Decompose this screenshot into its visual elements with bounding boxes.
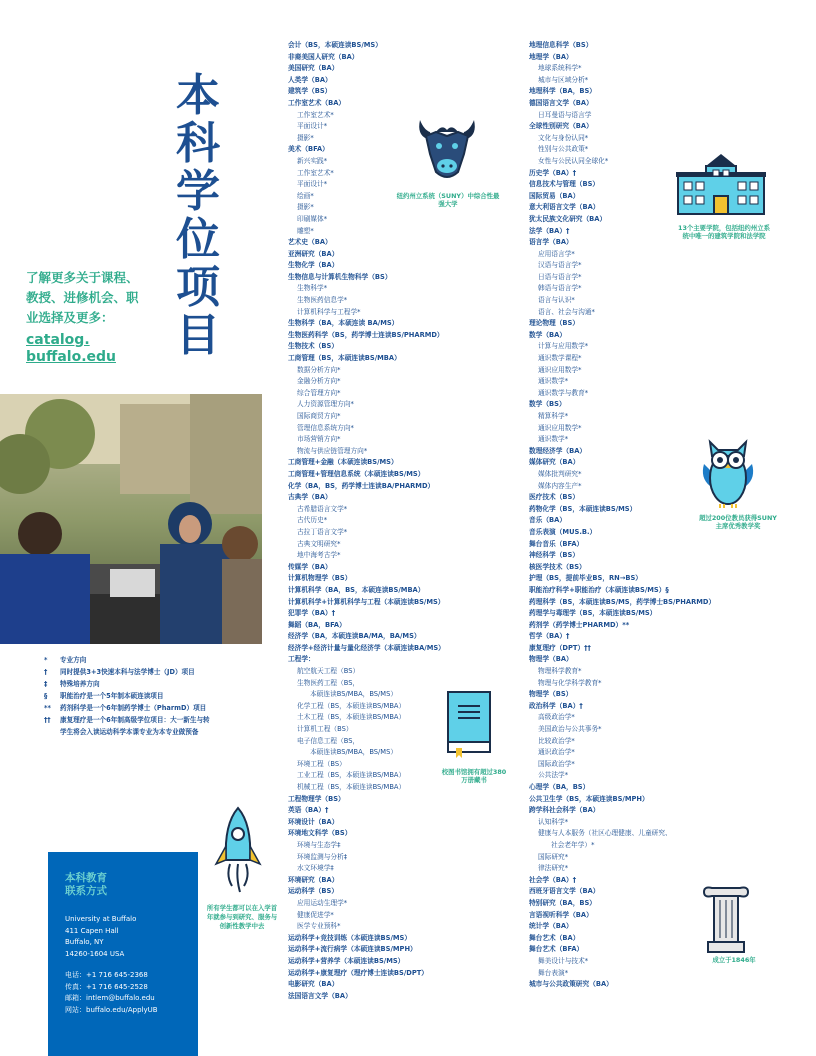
title-char: 学 [176,166,220,217]
intro-text: 了解更多关于课程、教授、进修机会、职业选择及更多： [26,270,139,325]
legend-row [44,690,254,702]
concentration-item: 工作室艺术* [297,168,334,177]
book-caption: 校图书馆拥有超过380万册藏书 [441,768,507,784]
major-item: 理论物理（BS） [529,319,580,328]
major-item: 传媒学（BA） [288,562,332,571]
catalog-link-line2: buffalo.edu [26,349,116,365]
concentration-item: 通识数学与教育* [538,388,589,397]
major-item: 美国研究（BA） [288,64,339,73]
major-item: 语言学（BA） [529,238,573,247]
concentration-item: 通识应用数学* [538,423,582,432]
major-item: 地理学（BA） [529,52,573,61]
concentration-item: 水文环境学‡ [297,864,334,873]
concentration-item: 社会老年学）* [551,840,595,849]
concentration-item: 通识数学课程* [538,354,582,363]
concentration-item: 媒体批判研究* [538,469,582,478]
major-item: 亚洲研究（BA） [288,249,339,258]
concentration-item: 城市与区域分析* [538,75,589,84]
major-item: 特别研究（BA，BS） [529,898,596,907]
major-item: 工商管理（BS，本硕连读BS/MBA） [288,354,401,363]
major-item: 运动科学+流行病学（本硕连读BS/MPH） [288,945,417,954]
email-line[interactable]: 邮箱：intlem@buffalo.edu [65,994,155,1002]
major-item: 音乐表演（MUS.B.） [529,527,597,536]
concentration-item: 语言、社会与沟通* [538,307,595,316]
concentration-item: 计算与应用数学* [538,342,589,351]
major-item: 生物医药科学（BS，药学博士连读BS/PHARMD） [288,330,444,339]
concentration-item: 健康与人本服务（社区心理健康、儿童研究、 [538,829,672,838]
concentration-item: 古希腊语言文学* [297,504,348,513]
major-item: 政治科学（BA）† [529,701,583,710]
concentration-item: 工业工程（BS，本硕连读BS/MBA） [297,771,406,780]
major-item: 环境研究（BA） [288,875,339,884]
legend-text: 学生将会入读运动科学本课专业为本专业做预备 [60,728,199,736]
major-item: 人类学（BA） [288,75,332,84]
concentration-item: 高级政治学* [538,713,575,722]
major-item: 经济学（BA，本硕连读BA/MA，BA/MS） [288,632,421,641]
concentration-item: 航空航天工程（BS） [297,667,360,676]
major-item: 工程物理学（BS） [288,794,345,803]
concentration-item: 雕塑* [297,226,314,235]
concentration-item: 平面设计* [297,180,328,189]
major-item: 地理信息科学（BS） [529,41,593,49]
major-item: 舞台音乐（BFA） [529,539,584,548]
major-item: 德国语言文学（BA） [529,98,593,107]
major-item: 舞蹈（BA，BFA） [288,620,346,629]
title-char: 目 [176,310,220,361]
concentration-item: 健康促进学* [297,910,334,919]
major-item: 工商管理+管理信息系统（本硕连读BS/MS） [288,469,425,478]
majors-column-1 [288,40,445,1002]
major-item: 言语视听科学（BA） [529,910,593,919]
major-item: 城市与公共政策研究（BA） [529,980,613,989]
building-caption: 13个主要学院，包括纽约州立系统中唯一的建筑学院和法学院 [678,224,770,240]
major-item: 神经科学（BS） [529,551,580,560]
legend-text: 同时提供3+3快速本科与法学博士（JD）项目 [60,668,195,676]
concentration-item: 汉语与语言学* [538,261,582,270]
address-line: University at Buffalo [65,915,137,923]
concentration-item: 通识政治学* [538,748,575,757]
major-item: 物理学（BA） [529,655,573,664]
legend-symbol [44,726,60,738]
concentration-item: 数据分析方向* [297,365,341,374]
legend-text: 康复理疗是一个6年制高级学位项目：大一新生与转 [60,716,210,724]
concentration-item: 认知科学* [538,817,569,826]
concentration-item: 化学工程（BS，本硕连读BS/MBA） [297,701,406,710]
legend-symbol: § [44,692,48,700]
major-item: 电影研究（BA） [288,980,339,989]
major-item: 信息技术与管理（BS） [529,180,600,189]
major-item: 环境设计（BA） [288,817,339,826]
major-item: 统计学（BA） [529,922,573,931]
concentration-item: 物理与化学科学教育* [538,678,602,687]
major-item: 数学（BA） [529,330,567,339]
rocket-icon [212,806,264,902]
major-item: 职能治疗科学+职能治疗（本硕连读BS/MS）§ [529,585,669,594]
legend-row [44,654,254,666]
title-char: 项 [176,262,220,313]
major-item: 会计（BS，本硕连读BS/MS） [288,41,382,49]
concentration-item: 媒体内容生产* [538,481,582,490]
legend-text: 职能治疗是一个5年制本硕连读项目 [60,692,164,700]
column-icon [702,886,750,954]
concentration-item: 综合管理方向* [297,388,341,397]
major-item: 计算机科学（BA，BS，本硕连读BS/MBA） [288,585,425,594]
concentration-item: 土木工程（BS，本硕连读BS/MBA） [297,713,406,722]
concentration-item: 环境与生态学‡ [297,840,341,849]
contact-heading-1: 本科教育 [65,872,107,884]
concentration-item: 国际商贸方向* [297,412,341,420]
major-item: 公共卫生学（BS，本硕连读BS/MPH） [529,794,649,803]
bull-icon [412,110,482,182]
rocket-caption: 所有学生都可以在入学首年就参与到研究、服务与创新性教学中去 [206,904,278,930]
major-item: 工程学： [288,655,315,664]
title-char: 位 [176,214,220,265]
legend-row [44,726,254,738]
concentration-item: 地中海考古学* [297,551,341,560]
major-item: 化学（BA，BS，药学博士连读BA/PHARMD） [288,481,435,490]
legend [44,654,254,738]
concentration-item: 语言与认识* [538,296,575,305]
concentration-item: 绘画* [297,191,314,200]
major-item: 物理学（BS） [529,690,573,699]
concentration-item: 物理科学教育* [538,667,582,676]
catalog-link[interactable] [26,332,116,366]
legend-row [44,678,254,690]
concentration-item: 生物医药工程（BS， [297,678,360,687]
major-item: 数学（BS） [529,400,566,409]
catalog-link-line1: catalog. [26,332,90,348]
major-item: 生物信息与计算机生物科学（BS） [288,272,392,281]
owl-icon [700,434,756,510]
concentration-item: 市场营销方向* [297,435,341,444]
concentration-item: 公共法学* [538,771,569,780]
concentration-item: 摄影* [297,203,314,212]
legend-symbol: * [44,656,48,664]
major-item: 核医学技术（BS） [529,562,586,571]
concentration-item: 金融分析方向* [297,377,341,386]
major-item: 社会学（BA）† [529,875,577,884]
major-item: 医疗技术（BS） [529,493,580,502]
concentration-item: 计算机工程（BS） [297,725,353,734]
concentration-item: 比较政治学* [538,736,575,745]
title-char: 本 [176,70,220,121]
legend-row [44,702,254,714]
contact-info [65,970,158,1016]
concentration-item: 舞台表演* [538,968,569,977]
concentration-item: 人力资源管理方向* [297,400,354,409]
fax-line: 传真：+1 716 645-2528 [65,982,148,991]
concentration-item: 环境监测与分析‡ [297,852,348,861]
major-item: 建筑学（BS） [288,87,332,96]
concentration-item: 古拉丁语言文学* [297,527,348,536]
concentration-item: 通识数学* [538,377,569,386]
concentration-item: 医学专业预科* [297,922,341,931]
contact-heading-2: 联系方式 [65,885,107,897]
major-item: 运动科学+营养学（本硕连读BS/MS） [288,956,405,965]
concentration-item: 本硕连读BS/MBA，BS/MS） [310,748,398,757]
concentration-item: 应用运动生理学* [297,898,348,907]
address-line: Buffalo, NY [65,938,104,946]
concentration-item: 环境工程（BS） [297,759,346,768]
concentration-item: 日语与语言学* [538,272,582,281]
major-item: 数理经济学（BA） [529,446,587,455]
concentration-item: 通识应用数学* [538,365,582,374]
major-item: 运动科学+竞技训练（本硕连读BS/MS） [288,933,412,942]
legend-symbol: † [44,668,48,676]
concentration-item: 舞美设计与技术* [538,956,589,965]
major-item: 生物化学（BA） [288,261,339,270]
concentration-item: 古代历史* [297,516,328,525]
concentration-item: 古典文明研究* [297,539,341,548]
concentration-item: 律法研究* [538,864,569,873]
major-item: 犹太民族文化研究（BA） [529,214,607,223]
major-item: 环境地文科学（BS） [288,829,352,838]
website-line[interactable]: 网站：buffalo.edu/ApplyUB [65,1005,158,1014]
concentration-item: 新兴实践* [297,156,328,165]
concentration-item: 生物科学* [297,284,328,293]
major-item: 哲学（BA）† [529,632,570,641]
concentration-item: 物流与供应链管理方向* [297,446,368,455]
building-icon [676,152,766,216]
major-item: 药物化学（BS，本硕连读BS/MS） [529,504,637,513]
concentration-item: 生物医药信息学* [297,296,348,305]
major-item: 工商管理+金融（本硕连读BS/MS） [288,458,398,467]
concentration-item: 管理信息系统方向* [297,423,354,432]
major-item: 药剂学（药学博士PHARMD）** [529,620,630,629]
major-item: 法学（BA）† [529,226,570,235]
legend-row [44,666,254,678]
concentration-item: 女性与公民认同全球化* [538,156,609,165]
major-item: 历史学（BA）† [529,168,577,177]
legend-symbol: †† [44,716,51,724]
phone-line: 电话：+1 716 645-2368 [65,971,148,979]
major-item: 生物科学（BA，本硕连读 BA/MS） [288,319,399,328]
concentration-item: 美国政治与公共事务* [538,725,602,734]
bull-caption: 纽约州立系统（SUNY）中综合性最强大学 [396,192,500,208]
legend-text: 特殊培养方向 [60,680,100,688]
concentration-item: 工作室艺术* [297,110,334,119]
major-item: 舞台艺术（BA） [529,933,580,942]
book-icon [446,690,492,758]
major-item: 药理科学（BS，本硕连读BS/MS，药学博士BS/PHARMD） [529,597,716,606]
legend-text: 专业方向 [60,656,87,664]
major-item: 经济学+经济计量与量化经济学（本硕连读BA/MS） [288,643,445,652]
title-char: 科 [176,118,220,169]
major-item: 意大利语言文学（BA） [529,203,600,212]
major-item: 美术（BFA） [288,145,329,154]
legend-symbol: ‡ [44,680,48,688]
concentration-item: 韩语与语言学* [538,284,582,293]
concentration-item: 机械工程（BS，本硕连读BS/MBA） [297,783,406,791]
concentration-item: 性别与公共政策* [538,145,589,154]
owl-caption: 超过200位教员获得SUNY主席优秀教学奖 [699,514,777,530]
legend-symbol: ** [44,704,51,712]
major-item: 非裔美国人研究（BA） [288,52,359,61]
concentration-item: 精算科学* [538,412,569,420]
major-item: 地理科学（BA，BS） [529,87,596,96]
concentration-item: 文化与身份认同* [538,133,589,142]
legend-row [44,714,254,726]
concentration-item: 计算机科学与工程学* [297,307,361,316]
concentration-item: 摄影* [297,133,314,142]
major-item: 生物技术（BS） [288,342,339,351]
address-line: 14260-1604 USA [65,949,125,958]
concentration-item: 国际研究* [538,852,569,861]
contact-box [48,852,198,1056]
major-item: 法国语言文学（BA） [288,991,352,1000]
major-item: 犯罪学（BA）† [288,609,336,618]
major-item: 艺术史（BA） [288,238,332,247]
contact-address [65,914,136,960]
major-item: 跨学科社会科学（BA） [529,806,600,815]
major-item: 舞台艺术（BFA） [529,945,584,954]
concentration-item: 平面设计* [297,122,328,131]
major-item: 媒体研究（BA） [529,458,580,467]
major-item: 心理学（BA，BS） [529,783,590,791]
concentration-item: 电子信息工程（BS， [297,736,360,745]
major-item: 计算机科学+计算机科学与工程（本硕连读BS/MS） [288,597,445,606]
concentration-item: 应用语言学* [538,249,575,258]
major-item: 运动科学（BS） [288,887,339,896]
students-photo [0,394,262,644]
major-item: 国际贸易（BA） [529,191,580,200]
major-item: 药理学与毒理学（BS，本硕连读BS/MS） [529,609,657,618]
concentration-item: 地球系统科学* [538,64,582,73]
major-item: 计算机物理学（BS） [288,574,352,583]
concentration-item: 印刷媒体* [297,214,328,223]
concentration-item: 通识数学* [538,435,569,444]
major-item: 英语（BA）† [288,806,329,815]
concentration-item: 本硕连读BS/MBA，BS/MS） [310,690,398,699]
major-item: 全球性别研究（BA） [529,122,593,131]
major-item: 音乐（BA） [529,516,567,525]
major-item: 工作室艺术（BA） [288,98,346,107]
address-line: 411 Capen Hall [65,926,119,935]
legend-text: 药剂科学是一个6年制药学博士（PharmD）项目 [60,704,207,712]
concentration-item: 日耳曼语与语言学 [538,110,592,119]
major-item: 运动科学+康复理疗（理疗博士连读BS/DPT） [288,968,428,977]
concentration-item: 国际政治学* [538,759,575,768]
column-caption: 成立于1846年 [712,956,756,964]
major-item: 古典学（BA） [288,493,332,502]
major-item: 护理（BS，提前毕业BS，RN→BS） [529,574,642,583]
major-item: 西班牙语言文学（BA） [529,887,600,896]
major-item: 康复理疗（DPT）†† [529,643,591,652]
page-title [170,72,226,360]
